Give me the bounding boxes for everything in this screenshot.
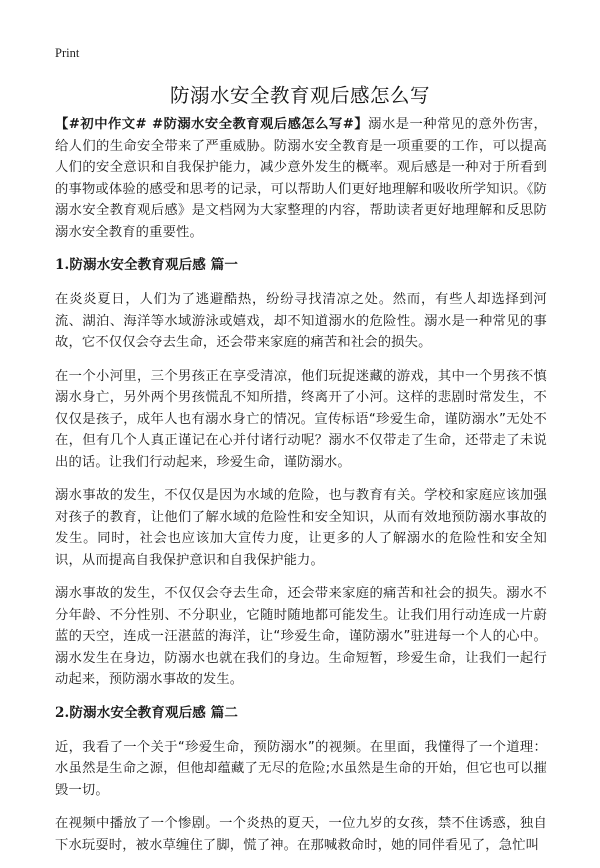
paragraph: 近，我看了一个关于“珍爱生命，预防溺水”的视频。在里面，我懂得了一个道理：水虽然是生命之源，但他却蕴藏了无尽的危险;水虽然是生命的开始，但它也可以摧毁一切。	[55, 739, 547, 798]
intro-paragraph	[55, 114, 547, 243]
document-body	[55, 114, 547, 868]
intro-text: 溺水是一种常见的意外伤害，给人们的生命安全带来了严重威胁。防溺水安全教育是一项重要的工作，可以提高人们的安全意识和自我保护能力，减少意外发生的概率。观后感是一种对于所看到的事物或体验的感受和思考的记录，可以帮助人们更好地理解和吸收所学知识。《防溺水安全教育观后感》是文档网为大家整理的内容，帮助读者更好地理解和反思防溺水安全教育的重要性。	[55, 117, 547, 240]
paragraph: 在炎炎夏日，人们为了逃避酷热，纷纷寻找清凉之处。然而，有些人却选择到河流、湖泊、海洋等水域游泳或嬉戏，却不知道溺水的危险性。溺水是一种常见的事故，它不仅仅会夺去生命，还会带来家庭的痛苦和社会的损失。	[55, 292, 547, 350]
paragraph: 在视频中播放了一个惨剧。一个炎热的夏天，一位九岁的女孩，禁不住诱惑，独自下水玩耍时，被水草缠住了脚，慌了神。在那喊救命时，她的同伴看见了，急忙叫	[55, 816, 547, 853]
page-title: 防溺水安全教育观后感怎么写	[169, 84, 430, 107]
paragraph: 在一个小河里，三个男孩正在享受清凉，他们玩捉迷藏的游戏，其中一个男孩不慎溺水身亡，另外两个男孩慌乱不知所措，终离开了小河。这样的悲剧时常发生，不仅仅是孩子，成年人也有溺水身亡的情况。宣传标语“珍爱生命，谨防溺水”无处不在，但有几个人真正谨记在心并付诸行动呢？溺水不仅带走了生命，还带走了未说出的话。让我们行动起来，珍爱生命，谨防溺水。	[55, 368, 547, 470]
section-heading: 2.防溺水安全教育观后感 篇二	[55, 704, 239, 721]
intro-tag: 【#初中作文# #防溺水安全教育观后感怎么写#】	[55, 117, 369, 132]
print-link[interactable]: Print	[55, 46, 80, 60]
paragraph: 溺水事故的发生，不仅仅是因为水域的危险，也与教育有关。学校和家庭应该加强对孩子的教育，让他们了解水域的危险性和安全知识，从而有效地预防溺水事故的发生。同时，社会也应该加大宣传力度，让更多的人了解溺水的危险性和安全知识，从而提高自我保护意识和自我保护能力。	[55, 488, 547, 568]
section-heading: 1.防溺水安全教育观后感 篇一	[55, 257, 239, 273]
paragraph: 溺水事故的发生，不仅仅会夺去生命，还会带来家庭的痛苦和社会的损失。溺水不分年龄、不分性别、不分职业，它随时随地都可能发生。让我们用行动连成一片蔚蓝的天空，连成一汪湛蓝的海洋，让“珍爱生命，谨防溺水”驻进每一个人的心中。溺水发生在身边，防溺水也就在我们的身边。生命短暂，珍爱生命，让我们一起行动起来，预防溺水事故的发生。	[55, 586, 547, 687]
